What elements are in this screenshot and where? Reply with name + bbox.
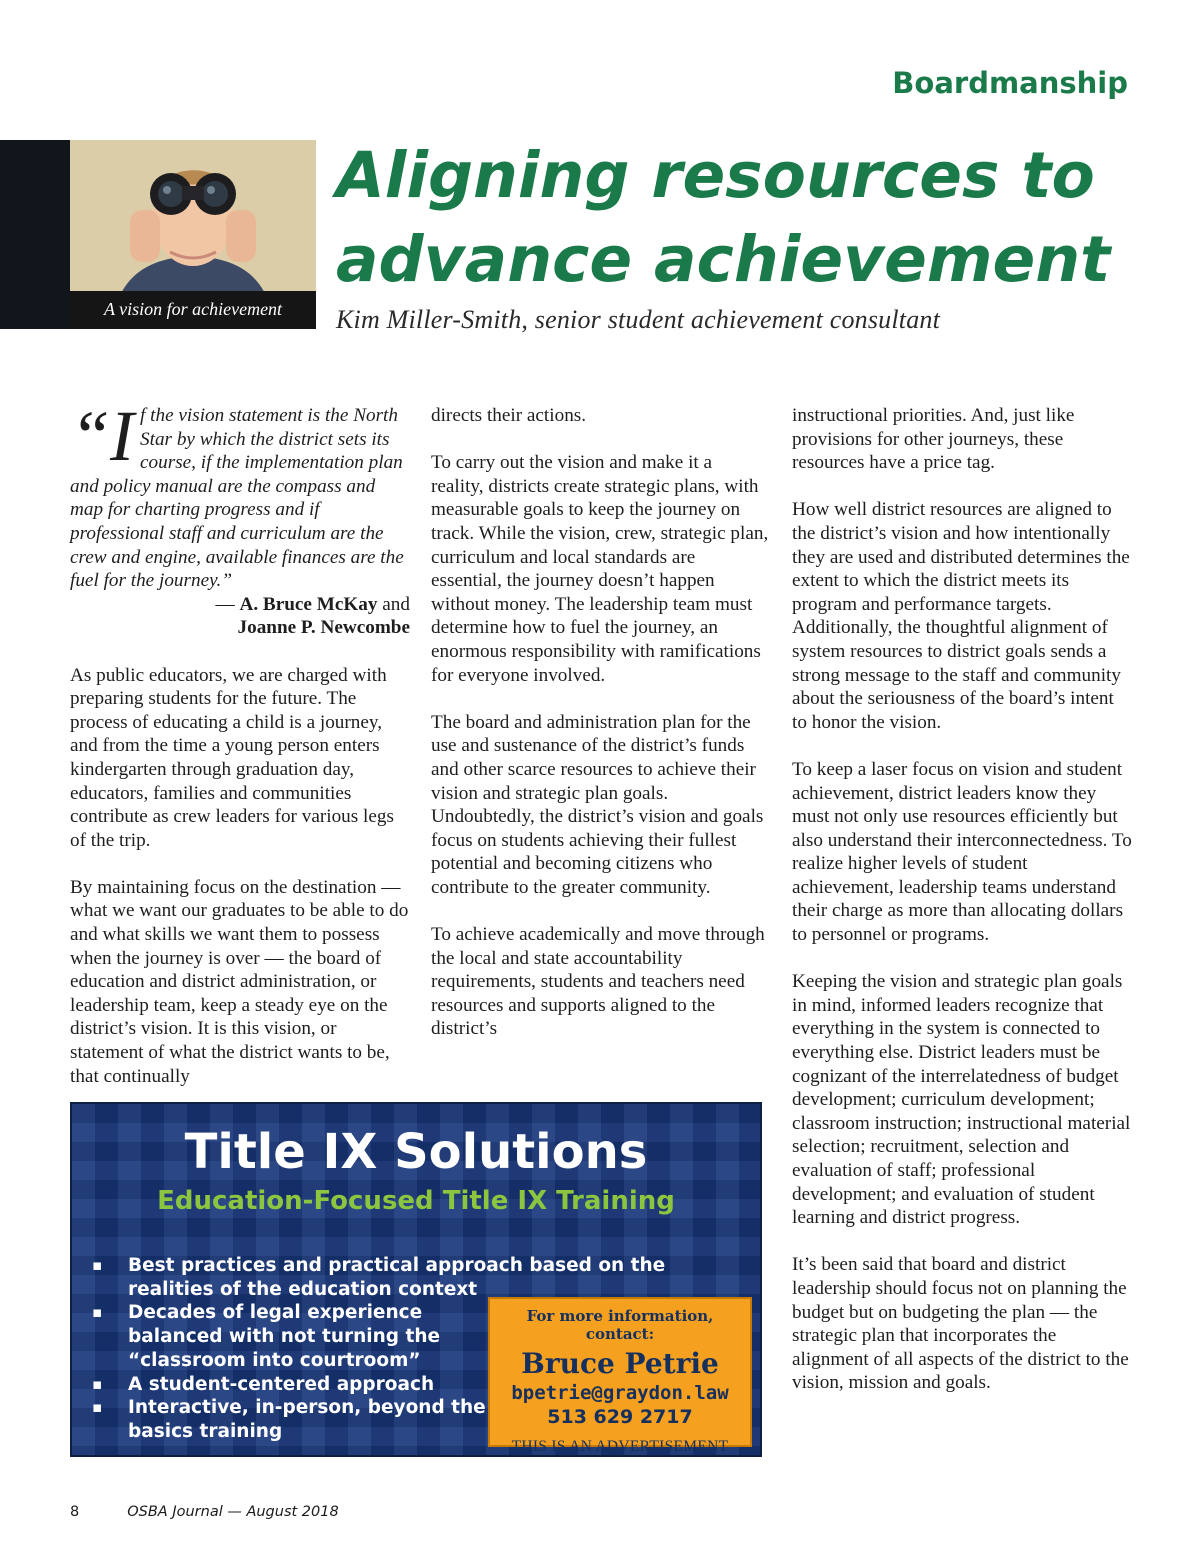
title-ix-advertisement: [70, 1102, 762, 1457]
photo-caption: A vision for achievement: [70, 291, 316, 329]
section-label: Boardmanship: [892, 66, 1128, 100]
ad-disclaimer: THIS IS AN ADVERTISEMENT: [511, 1438, 729, 1455]
attribution-dash: —: [215, 593, 240, 615]
article-photo: [70, 140, 316, 329]
quote-text: f the vision statement is the North Star by which the district sets its course, if the implementation plan and policy manual are the compass and map for charting progress and if professional staff and curriculum are the crew and engine, available finances are the fuel for the journey.”: [70, 405, 404, 592]
contact-name: Bruce Petrie: [521, 1347, 719, 1380]
paragraph: To achieve academically and move through the local and state accountability requirements, students and teachers need resources and supports aligned to the district’s: [431, 924, 765, 1040]
paragraph: As public educators, we are charged with preparing students for the future. The process of educating a child is a journey, and from the time a young person enters kindergarten through graduation day, educators, families and communities contribute as crew leaders for various legs of the trip.: [70, 664, 394, 851]
paragraph: The board and administration plan for the use and sustenance of the district’s funds and other scarce resources to achieve their vision and strategic plan goals. Undoubtedly, the district’s vision and goals focus on students achieving their fullest potential and becoming citizens who contribute to the greater community.: [431, 711, 764, 898]
article-column-3: [792, 404, 1132, 1419]
contact-email-link[interactable]: bpetrie@graydon.law: [511, 1382, 729, 1404]
page-number: 8: [70, 1504, 80, 1520]
decorative-band: [0, 140, 70, 329]
ad-title: Title IX Solutions: [184, 1124, 648, 1180]
ad-bullet: ▪ Best practices and practical approach based on the realities of the education context: [92, 1254, 732, 1301]
quote-attribution: [70, 593, 410, 640]
quote-author-2: Joanne P. Newcombe: [237, 617, 410, 639]
ad-subtitle: Education-Focused Title IX Training: [157, 1186, 675, 1216]
ad-bullet: ▪ Decades of legal experience balanced with not turning the “classroom into courtroom”: [92, 1301, 492, 1372]
page-footer: [70, 1504, 339, 1520]
paragraph: How well district resources are aligned to the district’s vision and how intentionally they are used and distributed determines the extent to which the district meets its program and performance targets. Additionally, the thoughtful alignment of system resources to district goals sends a strong message to the staff and community about the seriousness of the board’s intent to honor the vision.: [792, 499, 1130, 733]
pull-quote: [70, 396, 410, 593]
ad-contact-box: [488, 1297, 752, 1455]
quote-drop-cap: “I: [70, 396, 135, 476]
article-headline: [336, 134, 1176, 302]
quote-author-1: A. Bruce McKay: [239, 593, 378, 615]
paragraph: By maintaining focus on the destination — what we want our graduates to be able to do and what skills we want them to possess when the journey is over — the board of education and district administration, or leadership team, keep a steady eye on the district’s vision. It is this vision, or statement of what the district wants to be, that continually: [70, 876, 409, 1087]
paragraph: To keep a laser focus on vision and student achievement, district leaders know they must not only use resources efficiently but also understand their interconnectedness. To realize higher levels of student achievement, leadership teams understand their charge as more than allocating dollars to personnel or programs.: [792, 758, 1132, 946]
article-byline: Kim Miller-Smith, senior student achievement consultant: [336, 305, 941, 334]
paragraph: directs their actions.: [431, 405, 587, 426]
publication-info: OSBA Journal — August 2018: [127, 1504, 339, 1520]
contact-phone: 513 629 2717: [547, 1406, 693, 1428]
attribution-conjunction: and: [377, 593, 410, 615]
headline-line-1: Aligning resources to: [336, 139, 1095, 212]
ad-bullet: ▪ Interactive, in-person, beyond the basics training: [92, 1396, 492, 1443]
article-column-1: [70, 396, 410, 1112]
ad-bullet: ▪ A student-centered approach: [92, 1373, 492, 1397]
paragraph: instructional priorities. And, just like provisions for other journeys, these resources have a price tag.: [792, 405, 1075, 474]
paragraph: Keeping the vision and strategic plan goals in mind, informed leaders recognize that everything in the system is connected to everything else. District leaders must be cognizant of the interrelatedness of budget development; curriculum development; classroom instruction; instructional material selection; recruitment, selection and evaluation of staff; professional development; and evaluation of student learning and district progress.: [792, 971, 1131, 1229]
article-column-2: [431, 404, 769, 1065]
contact-heading: For more information, contact:: [526, 1307, 714, 1343]
paragraph: It’s been said that board and district leadership should focus not on planning the budget but on budgeting the plan — the strategic plan that incorporates the alignment of all aspects of the district to the vision, mission and goals.: [792, 1254, 1129, 1394]
paragraph: To carry out the vision and make it a reality, districts create strategic plans, with measurable goals to keep the journey on track. While the vision, crew, strategic plan, curriculum and local standards are essential, the journey doesn’t happen without money. The leadership team must determine how to fuel the journey, an enormous responsibility with ramifications for everyone involved.: [431, 452, 769, 686]
headline-line-2: advance achievement: [336, 223, 1111, 296]
